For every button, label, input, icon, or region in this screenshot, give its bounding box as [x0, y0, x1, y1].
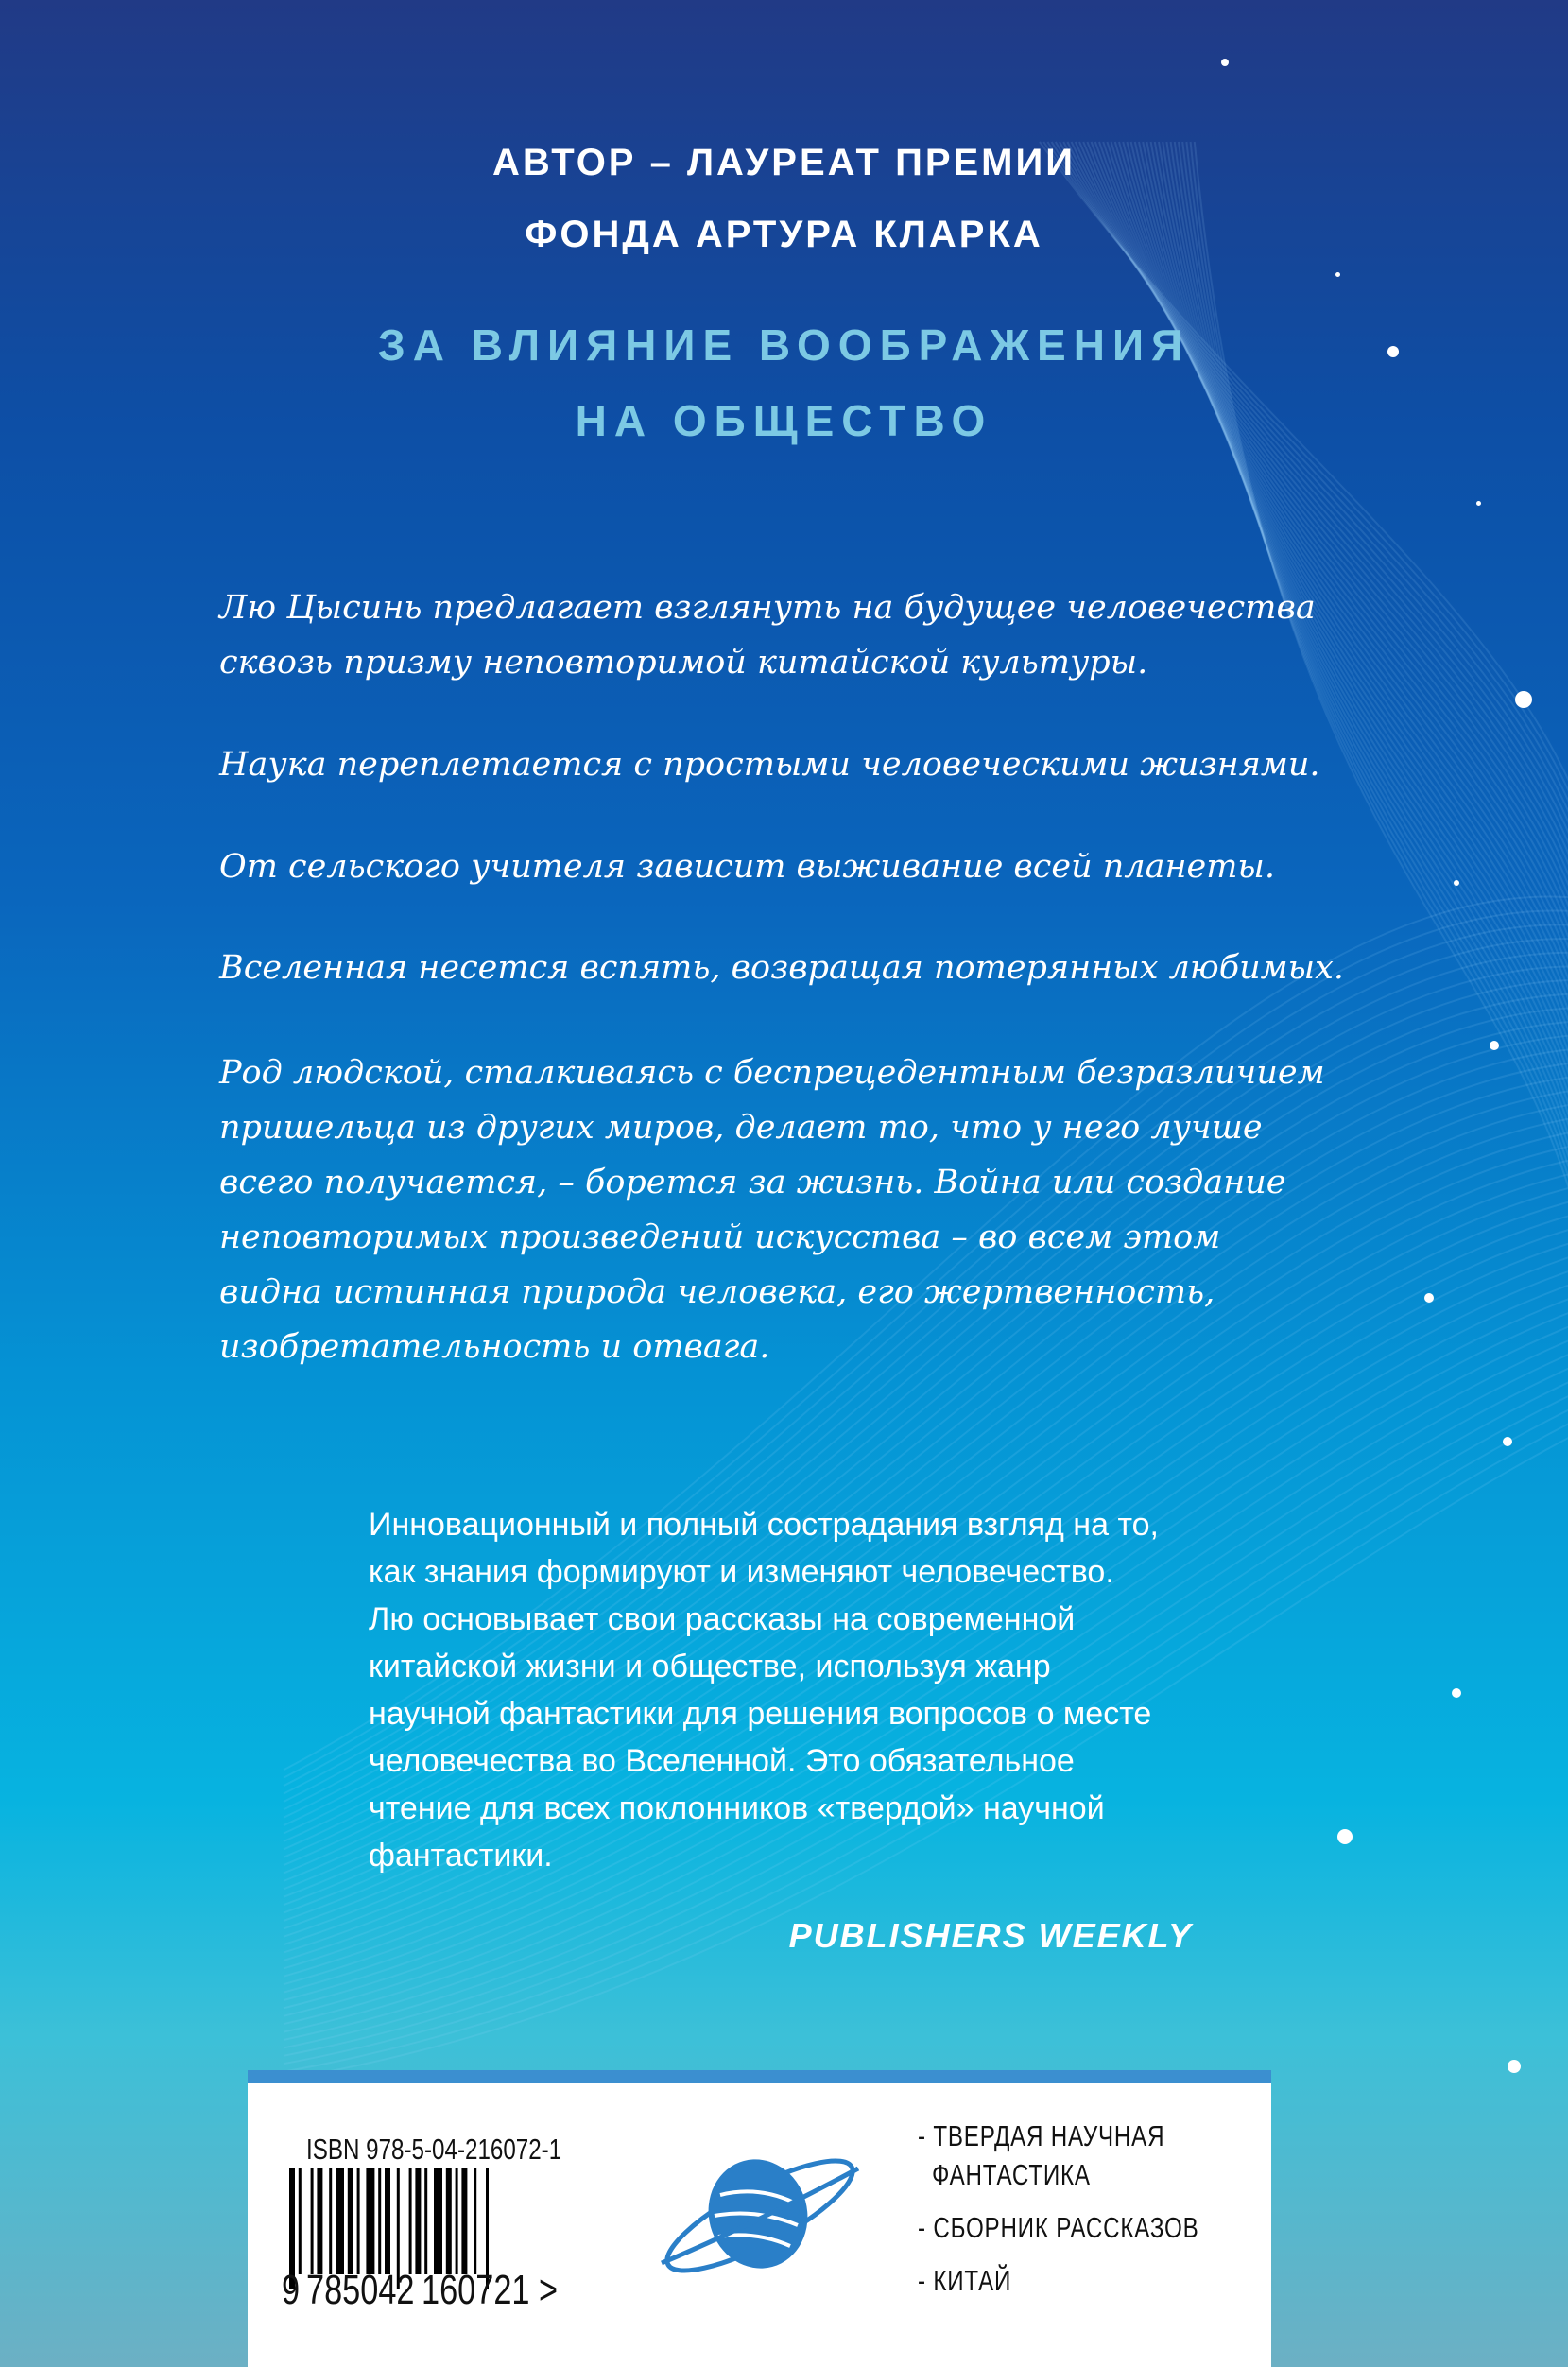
barcode-bar [348, 2168, 353, 2274]
review-line: фантастики. [369, 1838, 553, 1874]
star-dot [1337, 1829, 1353, 1844]
barcode-bar [456, 2168, 458, 2274]
review-line: Лю основывает свои рассказы на современной [369, 1601, 1076, 1637]
isbn-text: ISBN 978-5-04-216072-1 [306, 2133, 562, 2166]
barcode-bar [378, 2168, 381, 2274]
description-line: От сельского учителя зависит выживание всей планеты. [219, 848, 1276, 886]
barcode-bar [366, 2168, 374, 2274]
barcode-bar [357, 2168, 360, 2274]
barcode-digit-group-2: 160721 [422, 2267, 530, 2313]
review-line: чтение для всех поклонников «твердой» научной [369, 1790, 1105, 1826]
review-line: научной фантастики для решения вопросов о месте [369, 1696, 1152, 1732]
star-dot [1424, 1293, 1434, 1303]
barcode-digit-group-1: 785042 [306, 2267, 415, 2313]
barcode-bar [415, 2168, 421, 2274]
planet-with-ring-icon [652, 2157, 868, 2275]
barcode-bar [299, 2168, 302, 2274]
star-dot [1476, 501, 1481, 506]
genre-item: - ТВЕРДАЯ НАУЧНАЯ [918, 2119, 1165, 2152]
description-line: неповторимых произведений искусства – во всем этом [219, 1218, 1221, 1256]
barcode-bar [336, 2168, 344, 2274]
star-dot [1335, 272, 1340, 277]
review-line: человечества во Вселенной. Это обязательное [369, 1743, 1075, 1779]
genre-item: ФАНТАСТИКА [918, 2158, 1091, 2191]
review-line: как знания формируют и изменяют человечество. [369, 1554, 1114, 1590]
description-line: Род людской, сталкиваясь с беспрецедентным безразличием [219, 1054, 1325, 1092]
barcode-bar [434, 2168, 442, 2274]
description-line: пришельца из других миров, делает то, что у него лучше [219, 1109, 1263, 1147]
subtitle-line-1: ЗА ВЛИЯНИЕ ВООБРАЖЕНИЯ [377, 320, 1191, 370]
barcode-bar [329, 2168, 332, 2274]
description-line: Лю Цысинь предлагает взглянуть на будущее человечества [219, 589, 1316, 627]
description-line: Вселенная несется вспять, возвращая потерянных любимых. [219, 949, 1344, 987]
star-dot [1452, 1688, 1461, 1698]
subtitle-line-2: НА ОБЩЕСТВО [575, 396, 993, 445]
star-dot [1508, 2060, 1521, 2073]
barcode-digit-first: 9 [282, 2267, 301, 2313]
barcode-bar [311, 2168, 314, 2274]
wave-line [1043, 142, 1568, 959]
barcode-bar [317, 2168, 322, 2274]
description-line: изобретательность и отвага. [219, 1328, 770, 1366]
barcode-bar [474, 2168, 476, 2274]
description-line: Наука переплетается с простыми человеческими жизнями. [219, 746, 1320, 784]
award-line-1: АВТОР – ЛАУРЕАТ ПРЕМИИ [492, 142, 1076, 183]
star-dot [1515, 691, 1532, 708]
barcode-bar [461, 2168, 467, 2274]
barcode-end-mark: > [539, 2267, 559, 2313]
review-line: китайской жизни и обществе, используя жанр [369, 1649, 1051, 1685]
barcode-bar [385, 2168, 390, 2274]
info-box-strip [248, 2070, 1271, 2083]
barcode-bar [424, 2168, 427, 2274]
description-line: сквозь призму неповторимой китайской культуры. [219, 644, 1148, 682]
barcode-bar [409, 2168, 412, 2274]
award-line-2: ФОНДА АРТУРА КЛАРКА [525, 214, 1043, 255]
review-source: PUBLISHERS WEEKLY [788, 1916, 1193, 1955]
genre-item: - СБОРНИК РАССКАЗОВ [918, 2211, 1199, 2244]
description-line: видна истинная природа человека, его жертвенность, [219, 1273, 1215, 1311]
info-box [248, 2070, 1271, 2367]
description-line: всего получается, – борется за жизнь. Война или создание [219, 1164, 1286, 1201]
barcode-bar [446, 2168, 452, 2274]
star-dot [1454, 880, 1459, 886]
genre-item: - КИТАЙ [918, 2264, 1012, 2297]
star-dot [1503, 1437, 1512, 1446]
star-dot [1490, 1041, 1499, 1050]
star-dot [1221, 59, 1229, 66]
review-line: Инновационный и полный сострадания взгляд на то, [369, 1507, 1159, 1543]
